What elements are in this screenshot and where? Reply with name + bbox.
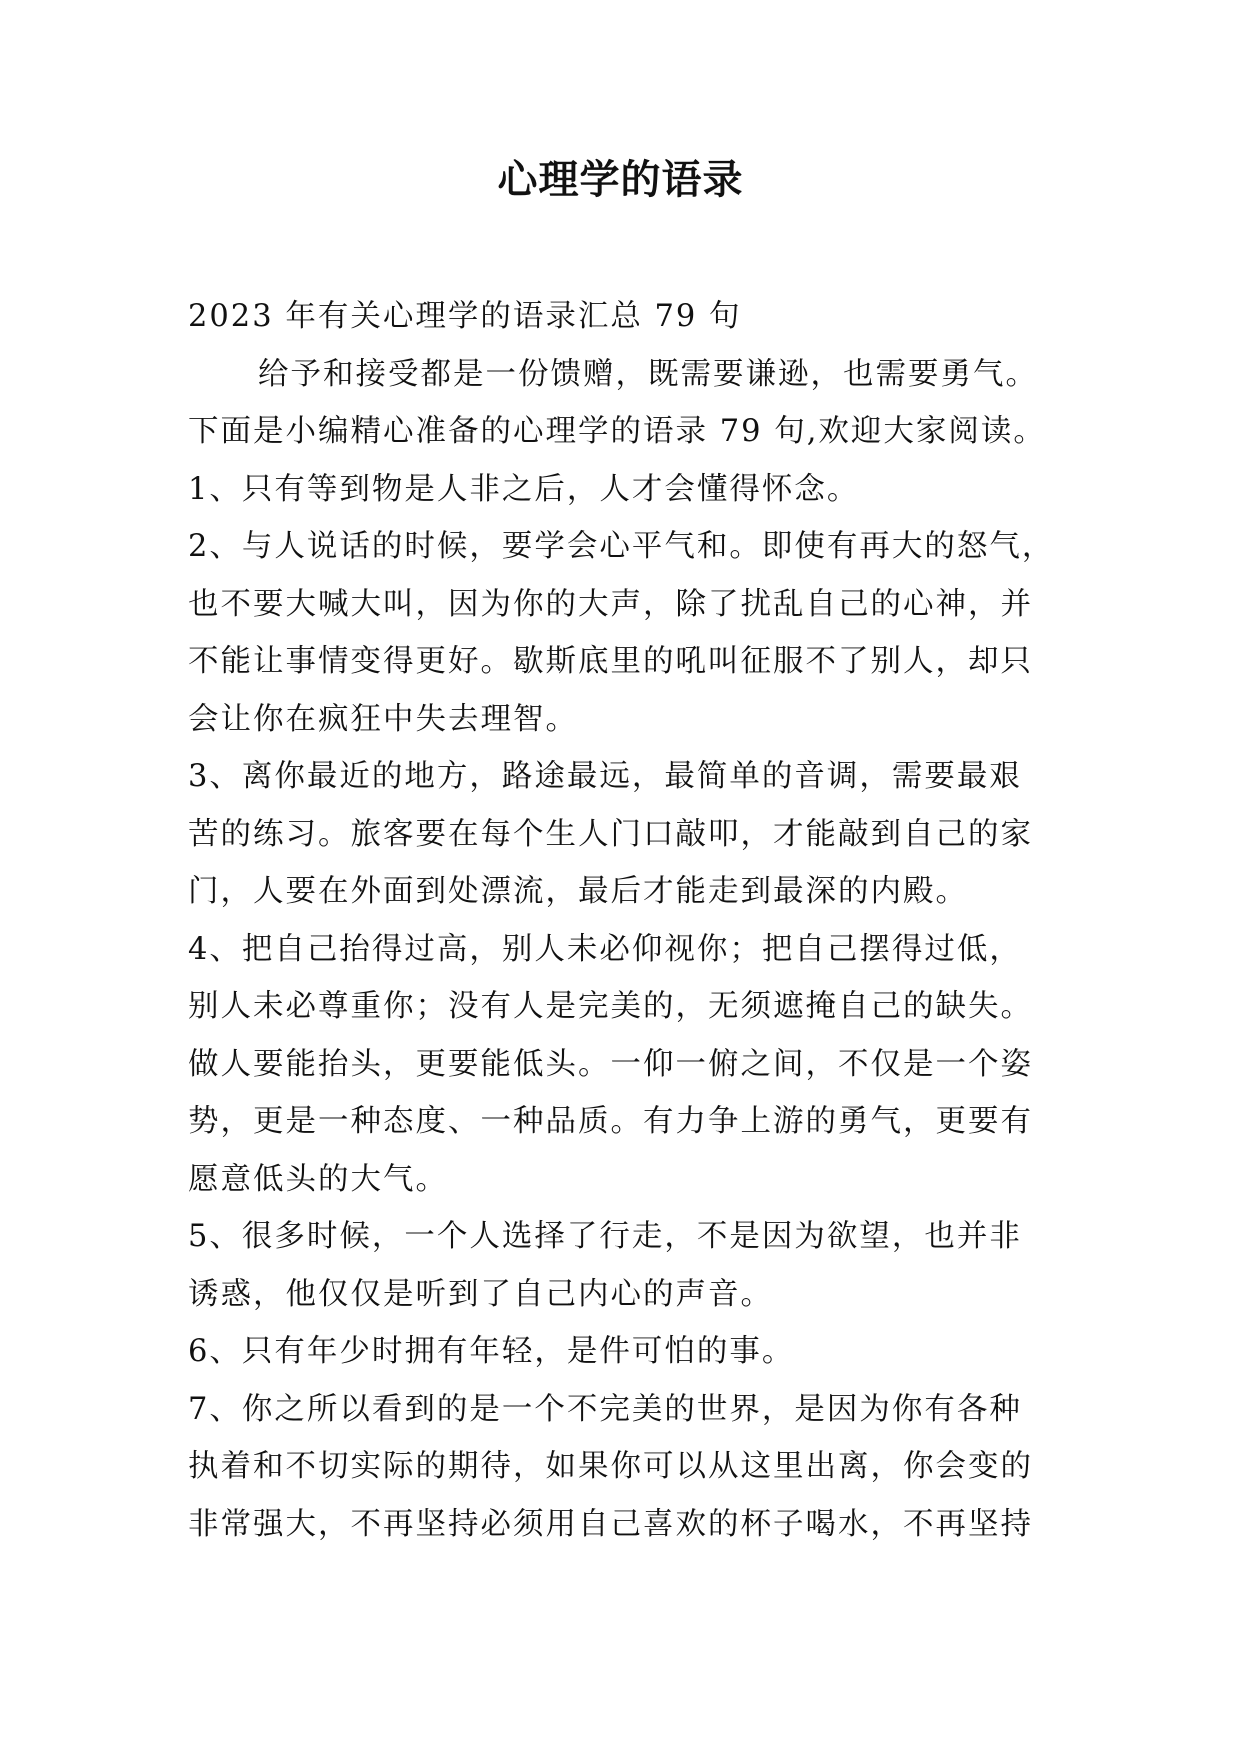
text-line: 愿意低头的大气。 — [188, 1161, 448, 1197]
document-body — [188, 288, 1068, 1553]
text-line: 苦的练习。旅客要在每个生人门口敲叩，才能敲到自己的家 — [188, 816, 1033, 852]
text-line: 2、与人说话的时候，要学会心平气和。即使有再大的怒气， — [188, 529, 1055, 564]
text-line: 会让你在疯狂中失去理智。 — [188, 701, 578, 737]
text-line: 3、离你最近的地方，路途最远，最简单的音调，需要最艰 — [188, 759, 1022, 794]
text-line: 5、很多时候，一个人选择了行走，不是因为欲望，也并非 — [188, 1219, 1022, 1254]
text-line: 门，人要在外面到处漂流，最后才能走到最深的内殿。 — [188, 874, 968, 909]
text-line: 1、只有等到物是人非之后，人才会懂得怀念。 — [188, 471, 860, 507]
text-line: 4、把自己抬得过高，别人未必仰视你；把自己摆得过低， — [188, 931, 1022, 967]
text-line: 下面是小编精心准备的心理学的语录 79 句,欢迎大家阅读。 — [188, 414, 1046, 449]
text-line: 2023 年有关心理学的语录汇总 79 句 — [188, 299, 742, 334]
text-line: 给予和接受都是一份馈赠，既需要谦逊，也需要勇气。 — [258, 356, 1038, 392]
text-line: 诱惑，他仅仅是听到了自己内心的声音。 — [188, 1276, 773, 1312]
text-line: 7、你之所以看到的是一个不完美的世界，是因为你有各种 — [188, 1391, 1022, 1427]
text-line: 执着和不切实际的期待，如果你可以从这里出离，你会变的 — [188, 1449, 1033, 1484]
text-line: 势，更是一种态度、一种品质。有力争上游的勇气，更要有 — [188, 1104, 1033, 1139]
document-title: 心理学的语录 — [497, 156, 744, 203]
text-line: 做人要能抬头，更要能低头。一仰一俯之间，不仅是一个姿 — [188, 1046, 1033, 1082]
text-line: 非常强大，不再坚持必须用自己喜欢的杯子喝水，不再坚持 — [188, 1506, 1033, 1542]
text-line: 别人未必尊重你；没有人是完美的，无须遮掩自己的缺失。 — [188, 989, 1033, 1024]
text-line: 6、只有年少时拥有年轻，是件可怕的事。 — [188, 1334, 795, 1369]
text-line: 不能让事情变得更好。歇斯底里的吼叫征服不了别人，却只 — [188, 644, 1033, 679]
text-line: 也不要大喊大叫，因为你的大声，除了扰乱自己的心神，并 — [188, 586, 1033, 622]
